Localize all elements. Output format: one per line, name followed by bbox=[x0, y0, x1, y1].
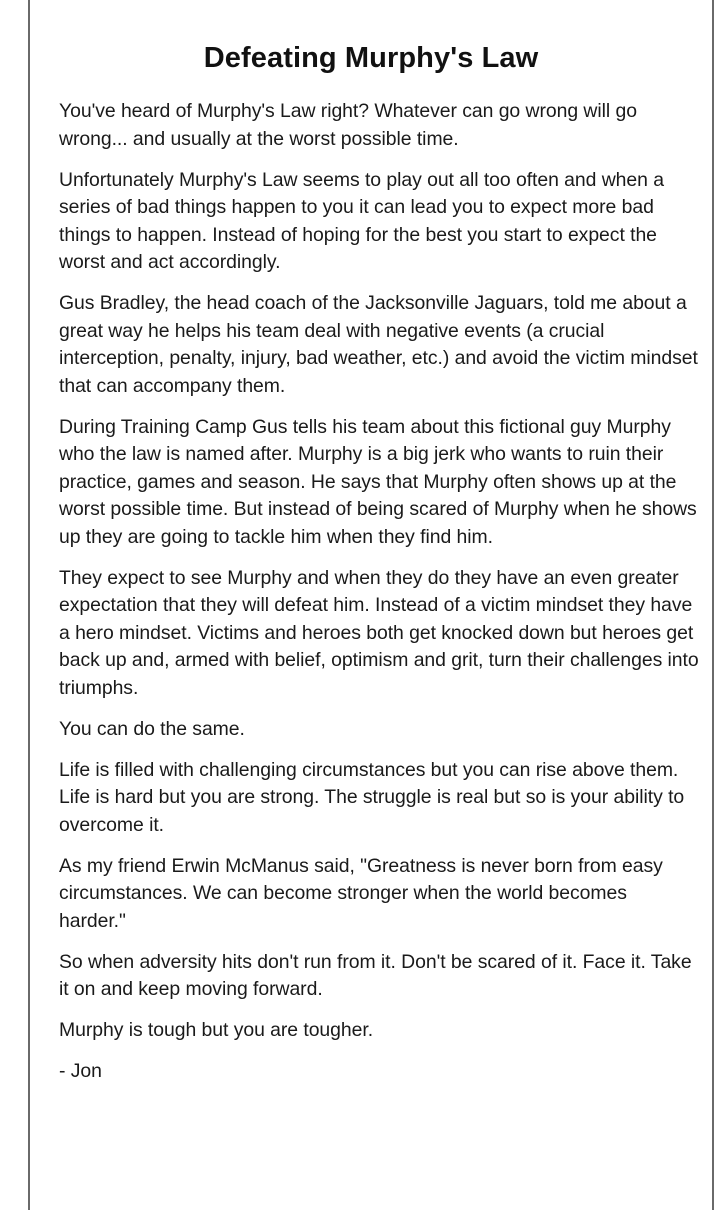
paragraph-intro: You've heard of Murphy's Law right? Whatever can go wrong will go wrong... and usually at the worst possible time. bbox=[59, 100, 637, 150]
paragraph-adversity: So when adversity hits don't run from it. Don't be scared of it. Face it. Take it on and keep moving forward. bbox=[59, 950, 692, 1000]
signature: - Jon bbox=[59, 1060, 102, 1082]
paragraph-gus-bradley: Gus Bradley, the head coach of the Jacksonville Jaguars, told me about a great way he helps his team deal with negative events (a crucial interception, penalty, injury, bad weather, etc.) and avoid the victim mindset that can accompany them. bbox=[59, 292, 698, 397]
paragraph-life-challenges: Life is filled with challenging circumstances but you can rise above them. Life is hard but you are strong. The struggle is real but so is your ability to overcome it. bbox=[59, 758, 685, 836]
paragraph-you-can: You can do the same. bbox=[59, 717, 245, 740]
paragraph-expect-worst: Unfortunately Murphy's Law seems to play out all too often and when a series of bad things happen to you it can lead you to expect more bad things to happen. Instead of hoping for the best you start to expect the worst and act accordingly. bbox=[59, 168, 664, 273]
document-page bbox=[28, 0, 714, 1210]
document-title: Defeating Murphy's Law bbox=[203, 42, 539, 74]
paragraph-training-camp: During Training Camp Gus tells his team about this fictional guy Murphy who the law is named after. Murphy is a big jerk who wants to ruin their practice, games and season. He says that Murphy often shows up at the worst possible time. But instead of being scared of Murphy when he shows up they are going to tackle him when they find him. bbox=[59, 415, 697, 548]
paragraph-hero-mindset: They expect to see Murphy and when they do they have an even greater expectation that they will defeat him. Instead of a victim mindset they have a hero mindset. Victims and heroes both get knocked down but heroes get back up and, armed with belief, optimism and grit, turn their challenges into triumphs. bbox=[59, 566, 699, 699]
document-body bbox=[59, 98, 699, 1099]
paragraph-quote: As my friend Erwin McManus said, "Greatness is never born from easy circumstances. We can become stronger when the world becomes harder." bbox=[59, 854, 663, 932]
paragraph-tougher: Murphy is tough but you are tougher. bbox=[59, 1019, 374, 1041]
